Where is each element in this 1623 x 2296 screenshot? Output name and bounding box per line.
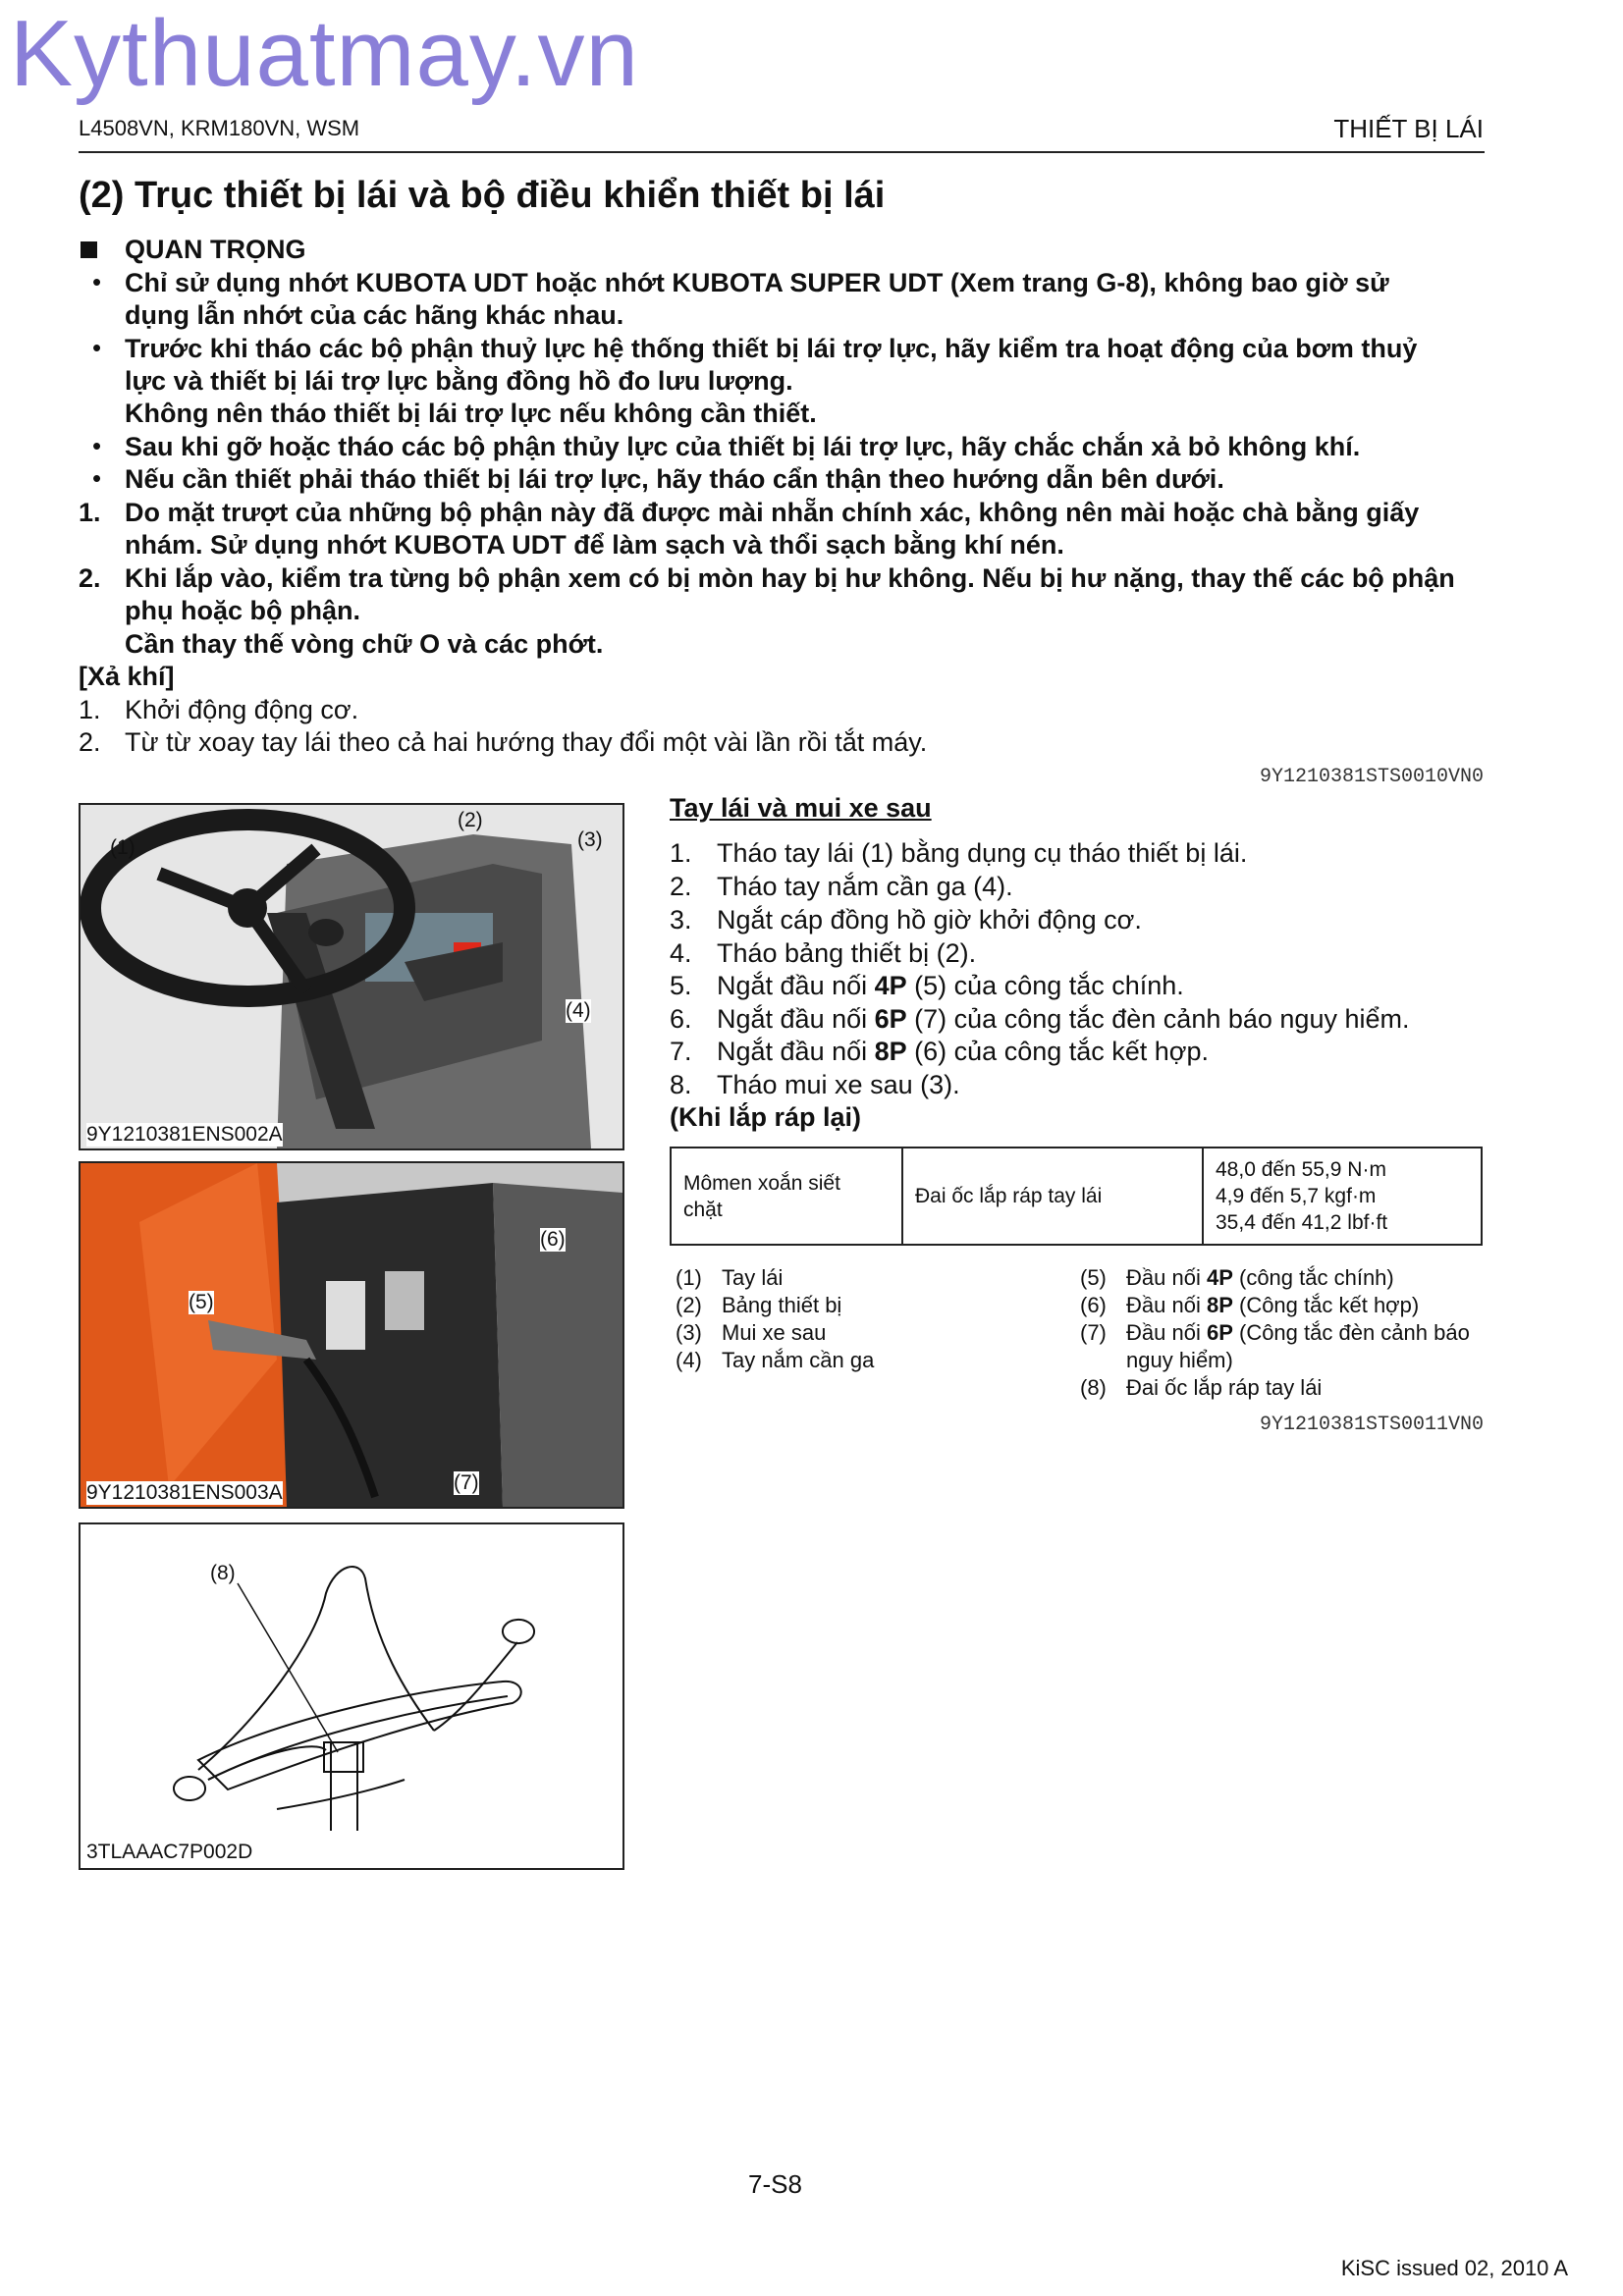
- step-num: 5.: [670, 971, 692, 1000]
- steering-wheel-illustration: [81, 805, 622, 1148]
- callout-label: (4): [566, 999, 591, 1022]
- important-line: Sau khi gỡ hoặc tháo các bộ phận thủy lực của thiết bị lái trợ lực, hãy chắc chắn xả bỏ không khí.: [125, 432, 1361, 461]
- step-text: Tháo tay lái (1) bằng dụng cụ tháo thiết bị lái.: [717, 838, 1248, 868]
- numbered-line: Cần thay thế vòng chữ O và các phớt.: [125, 629, 604, 659]
- callout-label: (6): [540, 1228, 566, 1251]
- numbered-line: Do mặt trượt của những bộ phận này đã được mài nhẵn chính xác, không nên mài hoặc chà bằng giấy: [125, 498, 1420, 527]
- bleed-step-text: Khởi động động cơ.: [125, 695, 359, 724]
- legend-num: (8): [1080, 1375, 1107, 1400]
- reference-code: 9Y1210381STS0011VN0: [1259, 1414, 1484, 1436]
- legend-num: (3): [676, 1320, 702, 1345]
- step-text: Ngắt cáp đồng hồ giờ khởi động cơ.: [717, 905, 1142, 934]
- callout-label: (1): [110, 836, 135, 859]
- steering-nut-drawing: [79, 1522, 624, 1870]
- step-text: Tháo tay nắm cần ga (4).: [717, 872, 1013, 901]
- torque-label: Mômen xoắn siết chặt: [671, 1148, 902, 1245]
- important-line: lực và thiết bị lái trợ lực bằng đồng hồ đo lưu lượng.: [125, 366, 793, 396]
- bullet-icon: •: [92, 431, 102, 460]
- bleed-step-num: 1.: [79, 695, 101, 724]
- step-num: 8.: [670, 1070, 692, 1099]
- wheel-section-title: Tay lái và mui xe sau: [670, 793, 932, 823]
- bullet-icon: •: [92, 333, 102, 362]
- step-num: 6.: [670, 1004, 692, 1034]
- torque-item: Đai ốc lắp ráp tay lái: [902, 1148, 1203, 1245]
- header-rule: [79, 151, 1485, 153]
- bullet-icon: •: [92, 267, 102, 296]
- step-num: 2.: [670, 872, 692, 901]
- legend-num: (1): [676, 1265, 702, 1290]
- legend-text: nguy hiểm): [1126, 1348, 1233, 1372]
- important-line: Nếu cần thiết phải tháo thiết bị lái trợ lực, hãy tháo cẩn thận theo hướng dẫn bên dưới.: [125, 464, 1224, 494]
- torque-values: 48,0 đến 55,9 N·m 4,9 đến 5,7 kgf·m 35,4 đến 41,2 lbf·ft: [1203, 1148, 1482, 1245]
- important-line: Không nên tháo thiết bị lái trợ lực nếu không cần thiết.: [125, 399, 817, 428]
- legend-text: Đầu nối 6P (Công tắc đèn cảnh báo: [1126, 1320, 1470, 1345]
- important-line: Chỉ sử dụng nhớt KUBOTA UDT hoặc nhớt KUBOTA SUPER UDT (Xem trang G-8), không bao giờ sử: [125, 268, 1389, 297]
- legend-num: (4): [676, 1348, 702, 1372]
- bleed-heading: [Xả khí]: [79, 662, 175, 691]
- connector-illustration: [81, 1163, 622, 1507]
- issue-stamp: KiSC issued 02, 2010 A: [1340, 2256, 1568, 2280]
- step-text: Ngắt đầu nối 8P (6) của công tắc kết hợp.: [717, 1037, 1210, 1066]
- section-title: (2) Trục thiết bị lái và bộ điều khiển thiết bị lái: [79, 175, 886, 216]
- legend-text: Đai ốc lắp ráp tay lái: [1126, 1375, 1323, 1400]
- important-heading: QUAN TRỌNG: [125, 235, 306, 264]
- step-text: Ngắt đầu nối 4P (5) của công tắc chính.: [717, 971, 1184, 1000]
- square-bullet-icon: [81, 241, 97, 258]
- callout-label: (7): [454, 1471, 479, 1494]
- legend-text: Đầu nối 4P (công tắc chính): [1126, 1265, 1394, 1290]
- step-text: Ngắt đầu nối 6P (7) của công tắc đèn cảnh báo nguy hiểm.: [717, 1004, 1410, 1034]
- numbered-line: nhám. Sử dụng nhớt KUBOTA UDT để làm sạch và thổi sạch bằng khí nén.: [125, 530, 1064, 560]
- bleed-step-text: Từ từ xoay tay lái theo cả hai hướng thay đổi một vài lần rồi tắt máy.: [125, 727, 928, 757]
- step-num: 1.: [670, 838, 692, 868]
- numbered-line: phụ hoặc bộ phận.: [125, 596, 360, 625]
- numbered-index: 1.: [79, 498, 101, 527]
- page-number: 7-S8: [748, 2169, 802, 2199]
- step-num: 4.: [670, 938, 692, 968]
- callout-label: (2): [458, 809, 483, 831]
- connector-photo: [79, 1161, 624, 1509]
- important-line: Trước khi tháo các bộ phận thuỷ lực hệ thống thiết bị lái trợ lực, hãy kiểm tra hoạt động của bơm thuỷ: [125, 334, 1418, 363]
- legend-text: Tay lái: [722, 1265, 784, 1290]
- legend-num: (5): [1080, 1265, 1107, 1290]
- legend-text: Bảng thiết bị: [722, 1293, 842, 1317]
- photo-id: 9Y1210381ENS003A: [86, 1481, 283, 1504]
- bullet-icon: •: [92, 463, 102, 493]
- numbered-line: Khi lắp vào, kiểm tra từng bộ phận xem có bị mòn hay bị hư không. Nếu bị hư nặng, thay thế các bộ phận: [125, 563, 1455, 593]
- steering-wheel-photo: [79, 803, 624, 1150]
- reference-code: 9Y1210381STS0010VN0: [1259, 766, 1484, 788]
- step-num: 3.: [670, 905, 692, 934]
- photo-id: 3TLAAAC7P002D: [86, 1841, 253, 1863]
- callout-label: (8): [210, 1562, 236, 1584]
- callout-label: (5): [189, 1291, 214, 1313]
- legend-num: (7): [1080, 1320, 1107, 1345]
- legend-text: Tay nắm cần ga: [722, 1348, 875, 1372]
- photo-id: 9Y1210381ENS002A: [86, 1123, 283, 1146]
- header-chapter: THIẾT BỊ LÁI: [1333, 114, 1484, 143]
- torque-table: [670, 1147, 1483, 1246]
- numbered-index: 2.: [79, 563, 101, 593]
- legend-num: (6): [1080, 1293, 1107, 1317]
- step-text: Tháo mui xe sau (3).: [717, 1070, 960, 1099]
- callout-label: (3): [577, 828, 603, 851]
- bleed-step-num: 2.: [79, 727, 101, 757]
- watermark: Kythuatmay.vn: [10, 1, 639, 106]
- legend-text: Mui xe sau: [722, 1320, 827, 1345]
- steering-wheel-drawing: [81, 1524, 622, 1868]
- reassembly-heading: (Khi lắp ráp lại): [670, 1102, 862, 1132]
- legend-num: (2): [676, 1293, 702, 1317]
- important-line: dụng lẫn nhớt của các hãng khác nhau.: [125, 300, 624, 330]
- step-num: 7.: [670, 1037, 692, 1066]
- step-text: Tháo bảng thiết bị (2).: [717, 938, 977, 968]
- header-model: L4508VN, KRM180VN, WSM: [79, 116, 360, 140]
- legend-text: Đầu nối 8P (Công tắc kết hợp): [1126, 1293, 1420, 1317]
